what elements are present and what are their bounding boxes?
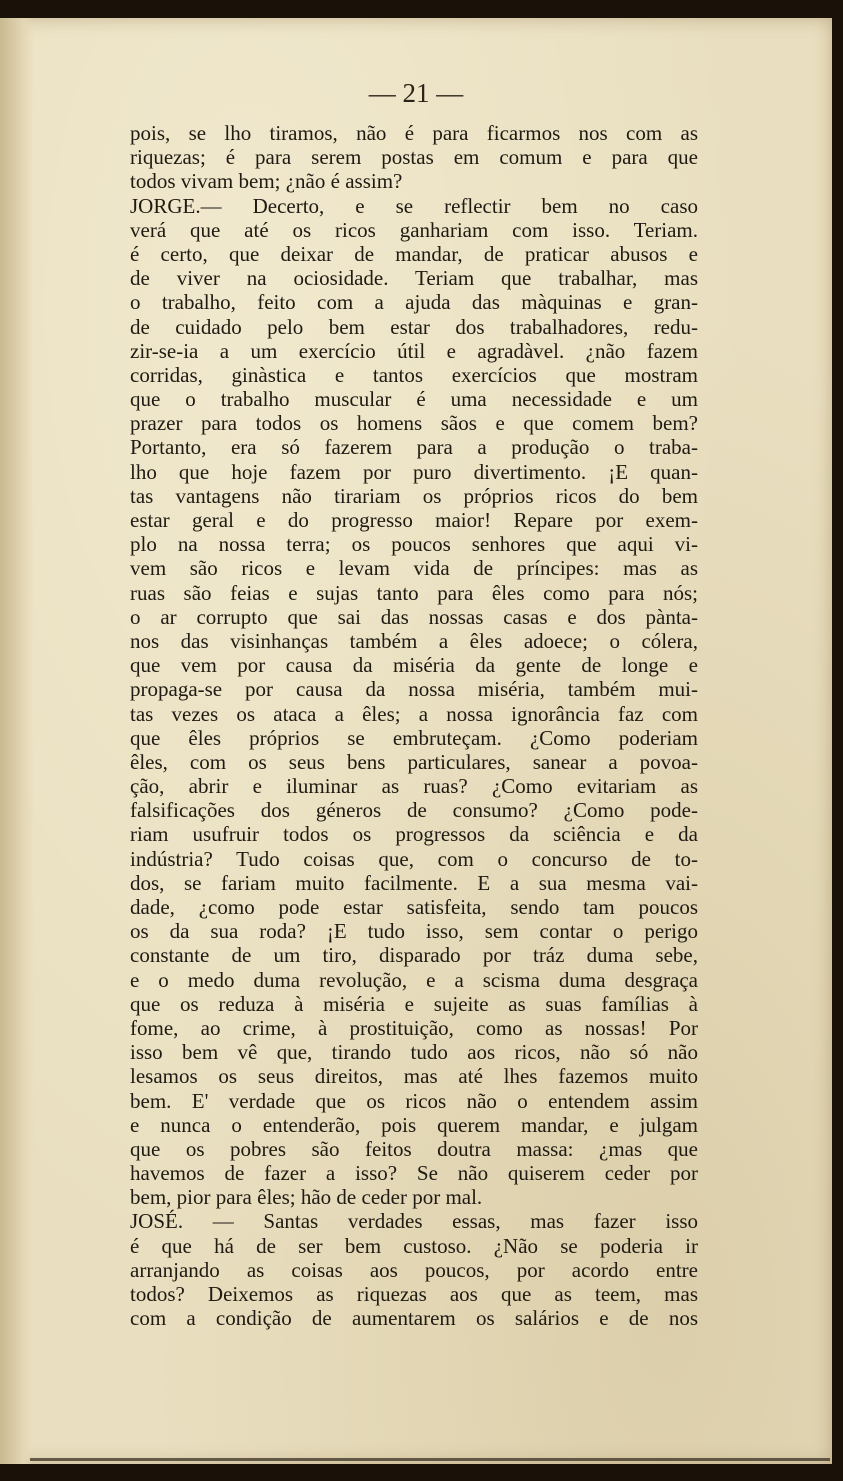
text-line: que os pobres são feitos doutra massa: ¿mas que (130, 1136, 698, 1161)
text-line: de cuidado pelo bem estar dos trabalhadores, redu- (130, 314, 698, 339)
text-line: propaga-se por causa da nossa miséria, também mui- (130, 677, 698, 702)
text-line: de viver na ociosidade. Teriam que trabalhar, mas (130, 266, 698, 291)
book-page (0, 18, 832, 1464)
text-line: JOSÉ. — Santas verdades essas, mas fazer isso (130, 1209, 698, 1234)
page-bottom-edge (30, 1458, 830, 1461)
text-line: bem, pior para êles; hão de ceder por mal. (130, 1185, 483, 1210)
text-line: tas vantagens não tirariam os próprios ricos do bem (130, 483, 698, 508)
text-line: todos vivam bem; ¿não é assim? (130, 169, 403, 194)
text-line: lesamos os seus direitos, mas até lhes fazemos muito (130, 1064, 698, 1089)
text-line: nos das visinhanças também a êles adoece; o cólera, (130, 628, 698, 653)
text-line: JORGE.— Decerto, e se reflectir bem no caso (130, 193, 698, 218)
page-spine-shadow (0, 18, 34, 1464)
text-line: ção, abrir e iluminar as ruas? ¿Como evitariam as (130, 774, 698, 799)
text-line: dos, se fariam muito facilmente. E a sua mesma vai- (130, 870, 698, 895)
text-line: e o medo duma revolução, e a scisma duma desgraça (130, 967, 698, 992)
text-line: o ar corrupto que sai das nossas casas e dos pànta- (130, 604, 698, 629)
text-line: indústria? Tudo coisas que, com o concurso de to- (130, 846, 698, 871)
text-line: êles, com os seus bens particulares, sanear a povoa- (130, 749, 698, 774)
text-line: arranjando as coisas aos poucos, por acordo entre (130, 1257, 698, 1282)
text-line: lho que hoje fazem por puro divertimento. ¡E quan- (130, 459, 698, 484)
text-line: o trabalho, feito com a ajuda das màquinas e gran- (130, 290, 698, 315)
text-line: que os reduza à miséria e sujeite as suas famílias à (130, 991, 698, 1016)
text-line: que o trabalho muscular é uma necessidade e um (130, 387, 698, 412)
text-line: falsificações dos géneros de consumo? ¿Como pode- (130, 798, 698, 823)
text-line: e nunca o entenderão, pois querem mandar, e julgam (130, 1112, 698, 1137)
text-line: tas vezes os ataca a êles; a nossa ignorância faz com (130, 701, 698, 726)
page-text (130, 121, 698, 1330)
text-line: é certo, que deixar de mandar, de praticar abusos e (130, 241, 698, 266)
text-line: havemos de fazer a isso? Se não quiserem ceder por (130, 1161, 698, 1186)
text-line: estar geral e do progresso maior! Repare por exem- (130, 508, 698, 532)
text-line: os da sua roda? ¡E tudo isso, sem contar o perigo (130, 919, 698, 944)
text-line: que vem por causa da miséria da gente de longe e (130, 653, 698, 678)
text-line: que êles próprios se embruteçam. ¿Como poderiam (130, 725, 698, 750)
text-line: riam usufruir todos os progressos da sciência e da (130, 822, 698, 847)
text-line: com a condição de aumentarem os salários e de nos (130, 1306, 698, 1331)
page-number: — 21 — (368, 78, 464, 108)
text-line: zir-se-ia a um exercício útil e agradàvel. ¿não fazem (130, 338, 698, 363)
text-line: constante de um tiro, disparado por tráz duma sebe, (130, 943, 698, 968)
text-line: fome, ao crime, à prostituição, como as nossas! Por (130, 1015, 698, 1040)
text-line: verá que até os ricos ganhariam com isso. Teriam. (130, 217, 698, 242)
text-line: plo na nossa terra; os poucos senhores que aqui vi- (130, 532, 698, 557)
text-line: é que há de ser bem custoso. ¿Não se poderia ir (130, 1233, 698, 1258)
text-line: dade, ¿como pode estar satisfeita, sendo tam poucos (130, 895, 698, 919)
text-line: ruas são feias e sujas tanto para êles como para nós; (130, 580, 698, 605)
text-line: Portanto, era só fazerem para a produção o traba- (130, 435, 698, 460)
text-line: riquezas; é para serem postas em comum e para que (130, 145, 698, 170)
text-line: vem são ricos e levam vida de príncipes: mas as (130, 556, 698, 581)
text-line: prazer para todos os homens sãos e que comem bem? (130, 411, 698, 436)
text-line: corridas, ginàstica e tantos exercícios que mostram (130, 362, 698, 387)
text-line: pois, se lho tiramos, não é para ficarmos nos com as (130, 121, 698, 145)
text-line: todos? Deixemos as riquezas aos que as teem, mas (130, 1282, 698, 1306)
text-line: bem. E' verdade que os ricos não o entendem assim (130, 1088, 698, 1113)
text-line: isso bem vê que, tirando tudo aos ricos, não só não (130, 1040, 698, 1065)
